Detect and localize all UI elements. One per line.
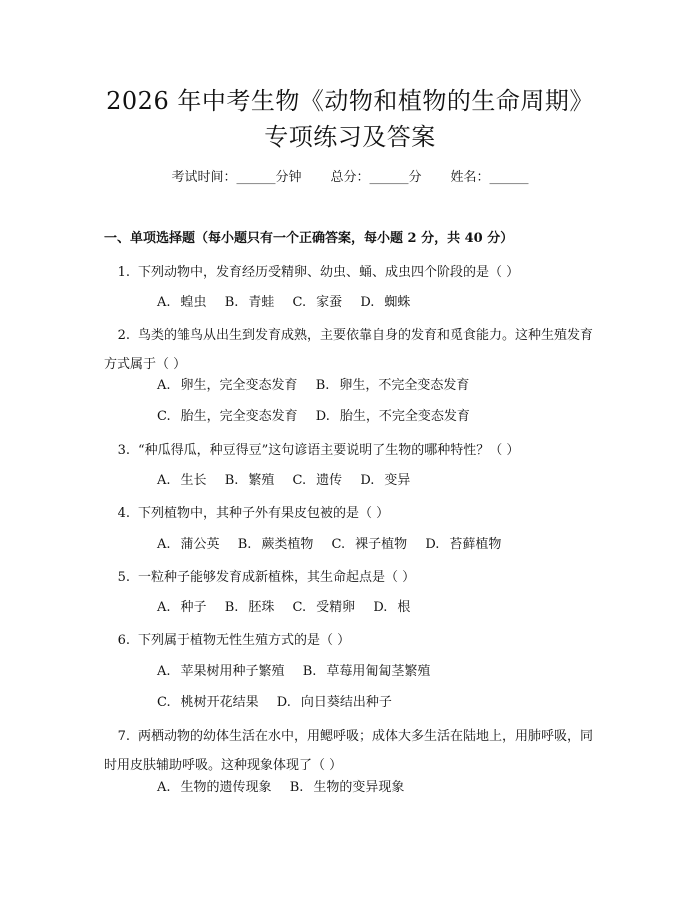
question-stem: 鸟类的雏鸟从出生到发育成熟，主要依靠自身的发育和觅食能力。这种生殖发育方式属于（ ） — [104, 328, 594, 372]
question-stem: 下列属于植物无性生殖方式的是（ ） — [138, 633, 351, 648]
option-text: 蒲公英 — [180, 537, 220, 552]
option — [157, 693, 259, 713]
option — [157, 535, 220, 555]
option-text: 苹果树用种子繁殖 — [180, 664, 285, 679]
option — [157, 407, 298, 427]
question-1 — [104, 258, 600, 287]
option — [293, 598, 356, 618]
option — [225, 293, 275, 313]
option-text: 蝗虫 — [180, 295, 207, 310]
exam-title-line-1: 2026 年中考生物《动物和植物的生命周期》 — [106, 87, 594, 115]
option — [157, 293, 207, 313]
option-text: 草莓用匍匐茎繁殖 — [326, 664, 431, 679]
option-text: 苔藓植物 — [449, 537, 502, 552]
option — [157, 376, 298, 396]
option-letter: A. — [157, 473, 171, 488]
option — [238, 535, 314, 555]
time-blank: ______ — [236, 170, 276, 185]
option-letter: A. — [157, 780, 171, 795]
question-5 — [104, 563, 600, 592]
option-letter: B. — [224, 473, 239, 488]
question-number: 5. — [117, 570, 130, 585]
option — [157, 471, 207, 491]
question-3-options — [157, 471, 424, 491]
option-letter: B. — [302, 664, 317, 679]
question-7 — [104, 722, 600, 780]
option-letter: D. — [373, 600, 388, 615]
question-1-options — [157, 293, 424, 313]
option-letter: C. — [331, 537, 346, 552]
option-text: 卵生，完全变态发育 — [180, 378, 298, 393]
option-text: 胎生，不完全变态发育 — [339, 409, 470, 424]
option-letter: C. — [157, 695, 171, 710]
option — [293, 471, 343, 491]
option — [360, 471, 410, 491]
question-3 — [104, 436, 600, 465]
option-text: 根 — [397, 600, 411, 615]
option-letter: B. — [224, 600, 239, 615]
question-6 — [104, 626, 600, 655]
option — [157, 598, 207, 618]
option-letter: B. — [237, 537, 252, 552]
option — [373, 598, 410, 618]
option — [293, 293, 343, 313]
option-text: 卵生，不完全变态发育 — [339, 378, 470, 393]
option-text: 青蛙 — [248, 295, 275, 310]
option-letter: B. — [315, 378, 330, 393]
question-stem: 两栖动物的幼体生活在水中，用鳃呼吸；成体大多生活在陆地上，用肺呼吸，同时用皮肤辅助呼吸。这种现象体现了（ ） — [104, 729, 594, 773]
question-2-options-row-1 — [157, 376, 483, 396]
option-text: 繁殖 — [248, 473, 275, 488]
question-6-options-row-2 — [157, 693, 406, 713]
option — [332, 535, 408, 555]
section-title: 一、单项选择题（每小题只有一个正确答案，每小题 2 分，共 40 分） — [104, 231, 514, 246]
option — [425, 535, 501, 555]
option-text: 家蚕 — [316, 295, 343, 310]
question-4-options — [157, 535, 515, 555]
option — [157, 662, 285, 682]
option-text: 生物的变异现象 — [313, 780, 405, 795]
option — [225, 598, 275, 618]
question-number: 7. — [117, 729, 130, 744]
option — [316, 407, 470, 427]
option-letter: C. — [292, 295, 307, 310]
option-text: 桃树开花结果 — [180, 695, 259, 710]
option — [277, 693, 392, 713]
option-text: 生物的遗传现象 — [180, 780, 272, 795]
question-4 — [104, 499, 600, 528]
option-letter: D. — [360, 473, 375, 488]
score-unit: 分 — [408, 170, 422, 185]
question-stem: 下列植物中，其种子外有果皮包被的是（ ） — [138, 506, 390, 521]
option-text: 遗传 — [316, 473, 343, 488]
name-blank: ______ — [489, 170, 529, 185]
time-label: 考试时间： — [171, 170, 237, 185]
option-letter: B. — [289, 780, 304, 795]
exam-info-line — [0, 168, 700, 188]
exam-title-line-2: 专项练习及答案 — [264, 123, 436, 151]
question-7-options — [157, 778, 418, 798]
option-letter: A. — [157, 537, 171, 552]
option-text: 裸子植物 — [355, 537, 408, 552]
option-letter: A. — [157, 600, 171, 615]
question-5-options — [157, 598, 424, 618]
option-text: 胎生，完全变态发育 — [180, 409, 298, 424]
score-blank: ______ — [369, 170, 409, 185]
option-letter: A. — [157, 295, 171, 310]
question-number: 1. — [117, 265, 130, 280]
question-2 — [104, 321, 600, 379]
question-stem: 一粒种子能够发育成新植株，其生命起点是（ ） — [138, 570, 416, 585]
option-text: 蕨类植物 — [261, 537, 314, 552]
option-text: 受精卵 — [316, 600, 356, 615]
time-unit: 分钟 — [275, 170, 302, 185]
option-letter: C. — [157, 409, 171, 424]
option-text: 蜘蛛 — [384, 295, 411, 310]
score-label: 总分： — [330, 170, 370, 185]
question-number: 2. — [117, 328, 130, 343]
option-letter: B. — [224, 295, 239, 310]
option-letter: A. — [157, 378, 171, 393]
question-stem: “种瓜得瓜，种豆得豆”这句谚语主要说明了生物的哪种特性？（ ） — [138, 443, 520, 458]
option-text: 变异 — [384, 473, 411, 488]
option-text: 向日葵结出种子 — [300, 695, 392, 710]
option-letter: D. — [360, 295, 375, 310]
option — [303, 662, 431, 682]
name-label: 姓名： — [450, 170, 490, 185]
option-text: 胚珠 — [248, 600, 275, 615]
option-text: 种子 — [180, 600, 207, 615]
question-number: 3. — [117, 443, 130, 458]
option-letter: D. — [425, 537, 440, 552]
question-stem: 下列动物中，发育经历受精卵、幼虫、蛹、成虫四个阶段的是（ ） — [138, 265, 520, 280]
option — [290, 778, 405, 798]
question-6-options-row-1 — [157, 662, 444, 682]
option-letter: D. — [315, 409, 330, 424]
question-2-options-row-2 — [157, 407, 484, 427]
option — [316, 376, 470, 396]
option-letter: C. — [292, 600, 307, 615]
option-letter: D. — [276, 695, 291, 710]
option — [225, 471, 275, 491]
question-number: 4. — [117, 506, 130, 521]
option-letter: C. — [292, 473, 307, 488]
question-number: 6. — [117, 633, 130, 648]
option — [157, 778, 272, 798]
option-text: 生长 — [180, 473, 207, 488]
option-letter: A. — [157, 664, 171, 679]
option — [360, 293, 410, 313]
